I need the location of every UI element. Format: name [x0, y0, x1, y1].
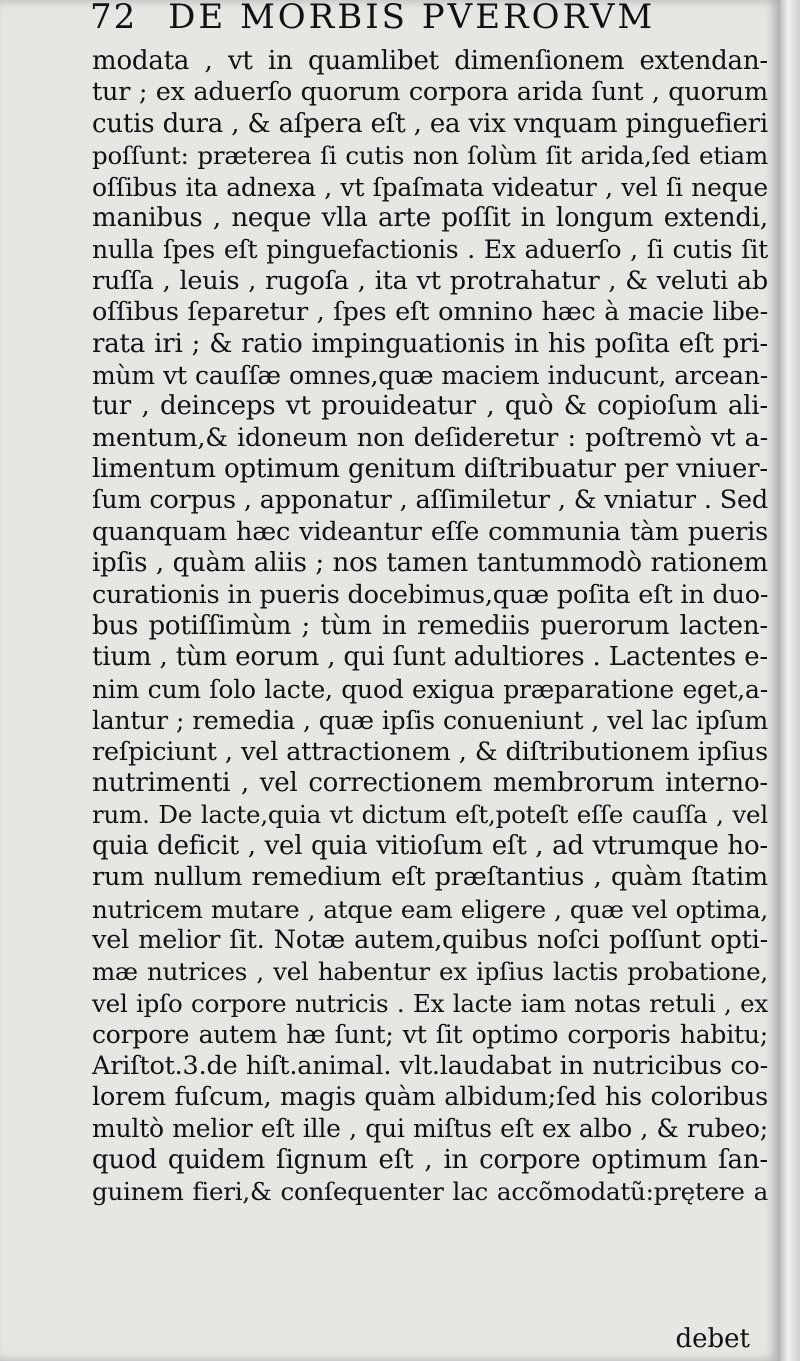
text-line: nulla ſpes eſt pinguefactionis . Ex aduerſo , ſi cutis ſit — [92, 235, 768, 265]
text-line: rum nullum remedium eſt præſtantius , quàm ſtatim — [92, 862, 768, 893]
page-number: 72 — [90, 0, 138, 37]
catchword: debet — [675, 1324, 750, 1354]
text-line: mentum,& idoneum non deſideretur : poſtremò vt a- — [92, 422, 768, 453]
text-line: multò melior eſt ille , qui miſtus eſt ex albo , & rubeo; — [92, 1114, 768, 1144]
text-line: bus potiſſimùm ; tùm in remediis puerorum lacten- — [92, 611, 768, 642]
text-line: oſſibus ſeparetur , ſpes eſt omnino hæc à macie libe- — [92, 297, 768, 328]
text-line: nim cum ſolo lacte, quod exigua præparatione eget,a- — [92, 674, 768, 704]
text-line: reſpiciunt , vel attractionem , & diſtributionem ipſius — [92, 736, 768, 767]
text-line: mùm vt cauſſæ omnes,quæ maciem inducunt, arcean- — [92, 360, 768, 390]
text-line: mæ nutrices , vel habentur ex ipſius lactis probatione, — [92, 957, 768, 987]
text-line: curationis in pueris docebimus,quæ poſita eſt in duo- — [92, 579, 769, 610]
text-line: Ariſtot.3.de hiſt.animal. vlt.laudabat in nutricibus co- — [92, 1050, 768, 1081]
text-line: quanquam hæc videantur eſſe communia tàm pueris — [92, 516, 768, 547]
text-line: quia deficit , vel quia vitioſum eſt , ad vtrumque ho- — [92, 830, 768, 861]
text-line: cutis dura , & aſpera eſt , ea vix vnquam pinguefieri — [92, 108, 768, 139]
page-header — [90, 0, 655, 40]
text-line: guinem fieri,& conſequenter lac accõmodatũ:prętere a — [92, 1177, 768, 1207]
text-line: nutrimenti , vel correctionem membrorum interno- — [92, 767, 768, 798]
text-line: rata iri ; & ratio impinguationis in his poſita eſt pri- — [92, 328, 768, 359]
running-title: DE MORBIS PVERORVM — [168, 0, 656, 37]
text-line: lorem fuſcum, magis quàm albidum;ſed his coloribus — [92, 1081, 768, 1112]
text-line: lantur ; remedia , quæ ipſis conueniunt , vel lac ipſum — [92, 706, 768, 736]
text-line: tur ; ex aduerſo quorum corpora arida ſunt , quorum — [92, 77, 768, 108]
text-line: vel ipſo corpore nutricis . Ex lacte iam notas retuli , ex — [92, 988, 768, 1018]
text-line: corpore autem hæ ſunt; vt ſit optimo corporis habitu; — [92, 1020, 768, 1050]
body-text — [92, 46, 768, 1207]
text-line: nutricem mutare , atque eam eligere , quæ vel optima, — [92, 894, 768, 924]
text-line: limentum optimum genitum diſtribuatur per vniuer- — [92, 454, 768, 485]
text-line: ruſſa , leuis , rugoſa , ita vt protrahatur , & veluti ab — [92, 265, 768, 296]
text-line: rum. De lacte,quia vt dictum eſt,poteſt eſſe cauſſa , vel — [92, 800, 768, 830]
text-line: quod quidem ſignum eſt , in corpore optimum ſan- — [92, 1144, 768, 1175]
text-line: poſſunt: præterea ſi cutis non ſolùm ſit arida,ſed etiam — [92, 141, 768, 171]
page-edge — [780, 0, 800, 1361]
text-line: tur , deinceps vt prouideatur , quò & copioſum ali- — [92, 391, 768, 422]
text-line: ſum corpus , apponatur , aſſimiletur , & vniatur . Sed — [92, 485, 768, 516]
text-line: oſſibus ita adnexa , vt ſpaſmata videatur , vel ſi neque — [92, 172, 768, 202]
text-line: vel melior ſit. Notæ autem,quibus noſci poſſunt opti- — [92, 924, 768, 955]
text-line: ipſis , quàm aliis ; nos tamen tantummodò rationem — [92, 548, 768, 579]
text-line: tium , tùm eorum , qui ſunt adultiores . Lactentes e- — [92, 642, 768, 673]
text-line: manibus , neque vlla arte poſſit in longum extendi, — [92, 202, 768, 233]
text-line: modata , vt in quamlibet dimenſionem extendan- — [92, 46, 768, 76]
